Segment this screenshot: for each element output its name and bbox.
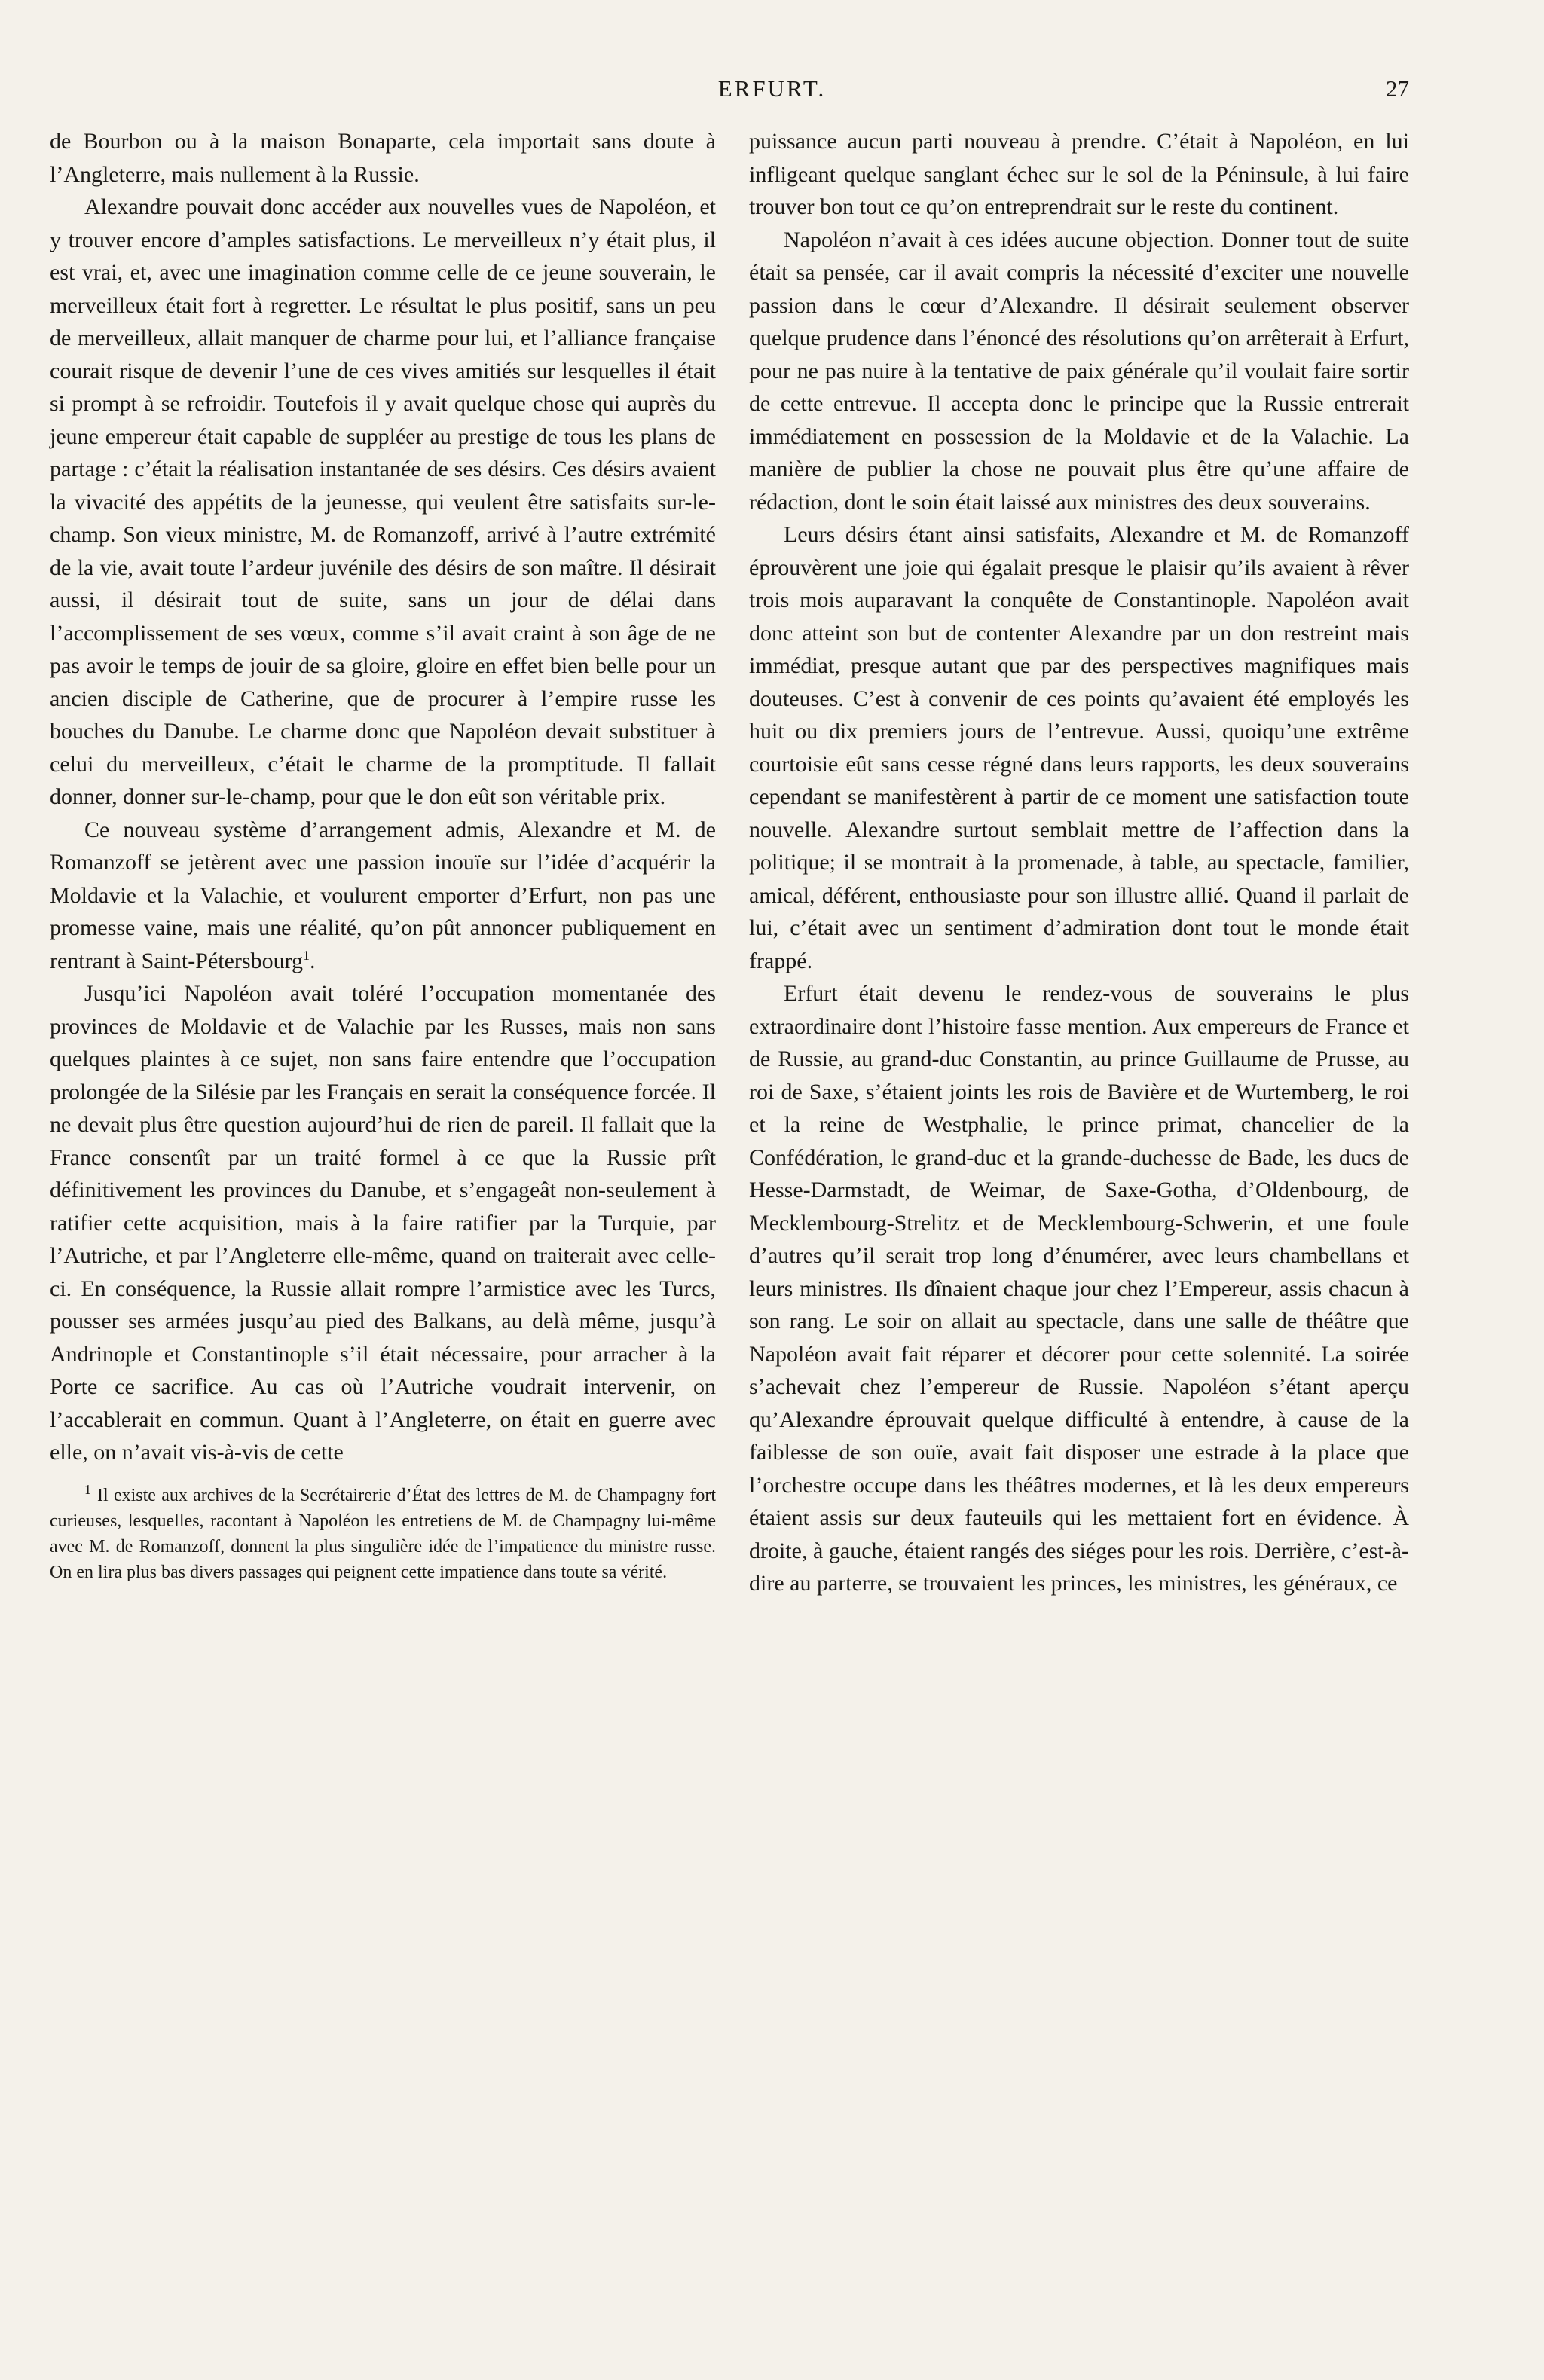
footnotes: [50, 1483, 716, 1585]
paragraph: Napoléon n’avait à ces idées aucune objection. Donner tout de suite était sa pensée, car il avait compris la nécessité d’exciter une nouvelle passion dans le cœur d’Alexandre. Il désirait seulement observer quelque prudence dans l’énoncé des résolutions qu’on arrêterait à Erfurt, pour ne pas nuire à la tentative de paix générale qu’il voulait faire sortir de cette entrevue. Il accepta donc le principe que la Russie entrerait immédiatement en possession de la Moldavie et de la Valachie. La manière de publier la chose ne pouvait plus être qu’une affaire de rédaction, dont le soin était laissé aux ministres des deux souverains.: [749, 227, 1409, 515]
footnote-text: Il existe aux archives de la Secrétairerie d’État des lettres de M. de Champagny fort curieuses, lesquelles, racontant à Napoléon les entretiens de M. de Champagny lui-même avec M. de Romanzoff, donnent la plus singulière idée de l’impatience du ministre russe. On en lira plus bas divers passages qui peignent cette impatience dans toute sa vérité.: [50, 1485, 716, 1582]
paragraph: Jusqu’ici Napoléon avait toléré l’occupation momentanée des provinces de Moldavie et de Valachie par les Russes, mais non sans quelques plaintes à ce sujet, non sans faire entendre que l’occupation prolongée de la Silésie par les Français en serait la conséquence forcée. Il ne devait plus être question aujourd’hui de rien de pareil. Il fallait que la France consentît par un traité formel à ce que la Russie prît définitivement les provinces du Danube, et s’engageât non-seulement à ratifier cette acquisition, mais à la faire ratifier par la Turquie, par l’Autriche, et par l’Angleterre elle-même, quand on traiterait avec celle-ci. En conséquence, la Russie allait rompre l’armistice avec les Turcs, pousser ses armées jusqu’au pied des Balkans, au delà même, jusqu’à Andrinople et Constantinople s’il était nécessaire, pour arracher à la Porte ce sacrifice. Au cas où l’Autriche voudrait intervenir, on l’accablerait en commun. Quant à l’Angleterre, on était en guerre avec elle, on n’avait vis-à-vis de cette: [50, 981, 716, 1465]
paragraph: Alexandre pouvait donc accéder aux nouvelles vues de Napoléon, et y trouver encore d’amples satisfactions. Le merveilleux n’y était plus, il est vrai, et, avec une imagination comme celle de ce jeune souverain, le merveilleux était fort à regretter. Le résultat le plus positif, sans un peu de merveilleux, allait manquer de charme pour lui, et l’alliance française courait risque de devenir l’une de ces vives amitiés sur lesquelles il était si prompt à se refroidir. Toutefois il y avait quelque chose qui auprès du jeune empereur était capable de suppléer au prestige de tous les plans de partage : c’était la réalisation instantanée de ses désirs. Ces désirs avaient la vivacité des appétits de la jeunesse, qui veulent être satisfaits sur-le-champ. Son vieux ministre, M. de Romanzoff, arrivé à l’autre extrémité de la vie, avait toute l’ardeur juvénile des désirs de son maître. Il désirait aussi, il désirait tout de suite, sans un jour de délai dans l’accomplissement de ses vœux, comme s’il avait craint à son âge de ne pas avoir le temps de jouir de sa gloire, gloire en effet bien belle pour un ancien disciple de Catherine, que de procurer à l’empire russe les bouches du Danube. Le charme donc que Napoléon devait substituer à celui du merveilleux, c’était le charme de la promptitude. Il fallait donner, donner sur-le-champ, pour que le don eût son véritable prix.: [50, 194, 716, 809]
paragraph: [50, 814, 716, 978]
footnote: [50, 1483, 716, 1585]
paragraph-end: .: [310, 948, 316, 973]
paragraph: puissance aucun parti nouveau à prendre. C’était à Napoléon, en lui infligeant quelque sanglant échec sur le sol de la Péninsule, à lui faire trouver bon tout ce qu’on entreprendrait sur le reste du continent.: [749, 129, 1409, 219]
right-column: [749, 125, 1409, 1600]
left-column: [50, 125, 716, 1585]
paragraph-text: Ce nouveau système d’arrangement admis, Alexandre et M. de Romanzoff se jetèrent avec une passion inouïe sur l’idée d’acquérir la Moldavie et la Valachie, et voulurent emporter d’Erfurt, non pas une promesse vaine, mais une réalité, qu’on pût annoncer publiquement en rentrant à Saint-Pétersbourg: [50, 817, 716, 973]
paragraph: Leurs désirs étant ainsi satisfaits, Alexandre et M. de Romanzoff éprouvèrent une joie qui égalait presque le plaisir qu’ils avaient à rêver trois mois auparavant la conquête de Constantinople. Napoléon avait donc atteint son but de contenter Alexandre par un don restreint mais immédiat, presque autant que par des perspectives magnifiques mais douteuses. C’est à convenir de ces points qu’avaient été employés les huit ou dix premiers jours de l’entrevue. Aussi, quoiqu’une extrême courtoisie eût sans cesse régné dans leurs rapports, les deux souverains cependant se manifestèrent à partir de ce moment une satisfaction toute nouvelle. Alexandre surtout semblait mettre de l’affection dans la politique; il se montrait à la promenade, à table, au spectacle, familier, amical, déférent, enthousiaste pour son illustre allié. Quand il parlait de lui, c’était avec un sentiment d’admiration dont tout le monde était frappé.: [749, 522, 1409, 973]
footnote-reference: 1: [303, 947, 310, 963]
footnote-mark: 1: [84, 1481, 91, 1497]
paragraph: Erfurt était devenu le rendez-vous de souverains le plus extraordinaire dont l’histoire fasse mention. Aux empereurs de France et de Russie, au grand-duc Constantin, au prince Guillaume de Prusse, au roi de Saxe, s’étaient joints les rois de Bavière et de Wurtemberg, le roi et la reine de Westphalie, le prince primat, chancelier de la Confédération, le grand-duc et la grande-duchesse de Bade, les ducs de Hesse-Darmstadt, de Weimar, de Saxe-Gotha, d’Oldenbourg, de Mecklembourg-Strelitz et de Mecklembourg-Schwerin, et une foule d’autres qu’il serait trop long d’énumérer, avec leurs chambellans et leurs ministres. Ils dînaient chaque jour chez l’Empereur, assis chacun à son rang. Le soir on allait au spectacle, dans une salle de théâtre que Napoléon avait fait réparer et décorer pour cette solennité. La soirée s’achevait chez l’empereur de Russie. Napoléon s’étant aperçu qu’Alexandre éprouvait quelque difficulté à entendre, à cause de la faiblesse de son ouïe, avait fait disposer une estrade à la place que l’orchestre occupe dans les théâtres modernes, et là les deux empereurs étaient assis sur deux fauteuils qui les mettaient fort en évidence. À droite, à gauche, étaient rangés des siéges pour les rois. Derrière, c’est-à-dire au parterre, se trouvaient les princes, les ministres, les généraux, ce: [749, 981, 1409, 1596]
running-title: ERFURT.: [717, 75, 827, 102]
page-number: 27: [1386, 75, 1409, 102]
paragraph: de Bourbon ou à la maison Bonaparte, cela importait sans doute à l’Angleterre, mais nullement à la Russie.: [50, 129, 716, 187]
